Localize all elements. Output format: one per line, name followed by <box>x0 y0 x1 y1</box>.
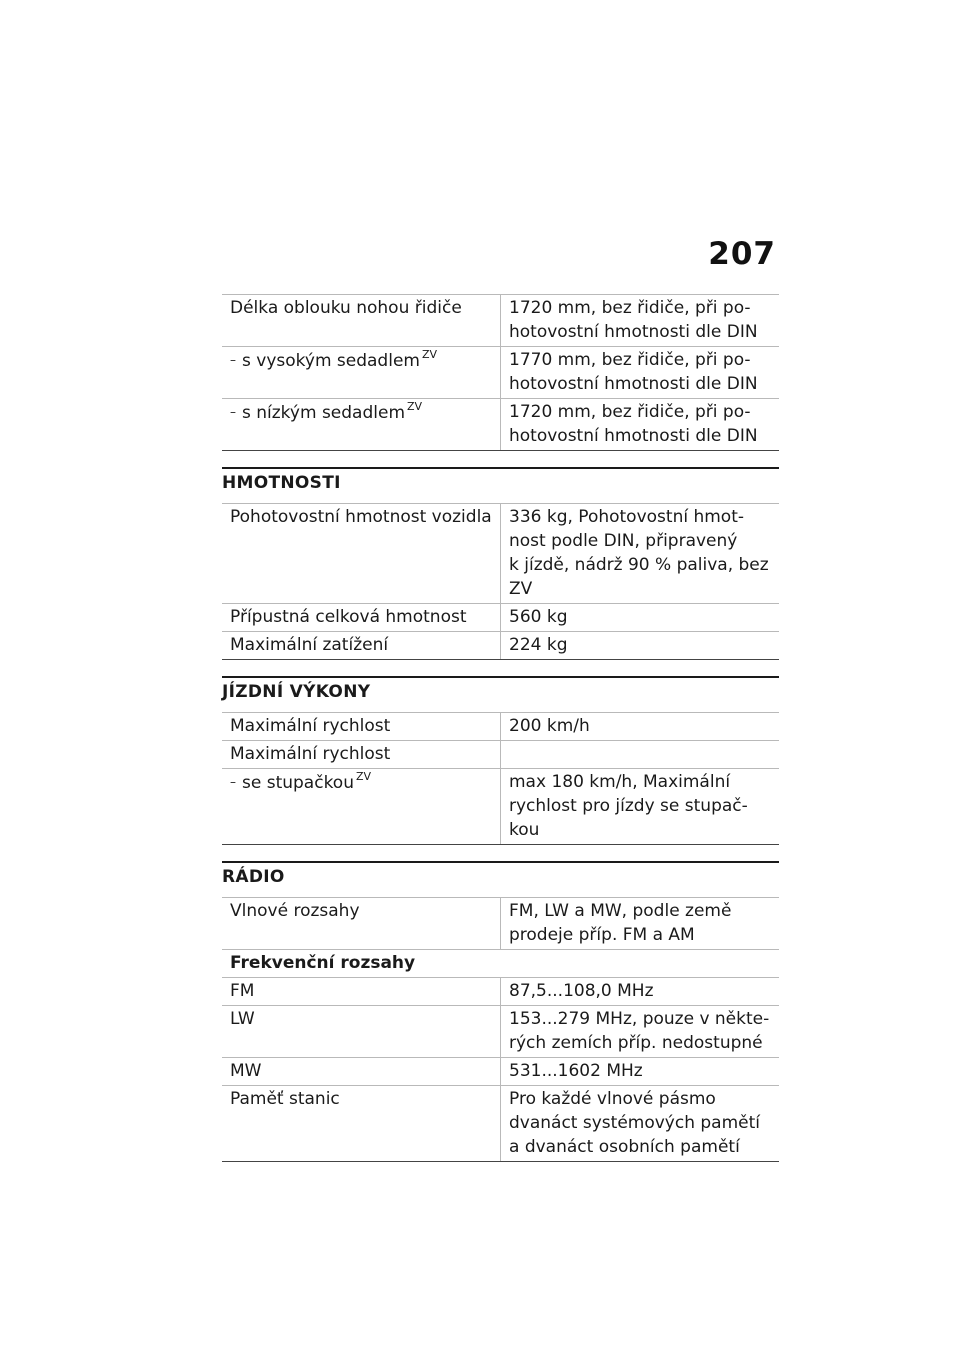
spec-value: max 180 km/h, Maximální rychlost pro jízdy se stupač- kou <box>501 769 780 845</box>
section-table <box>222 897 779 1162</box>
section-title: HMOTNOSTI <box>222 467 779 503</box>
spec-value: 1770 mm, bez řidiče, při po- hotovostní hmotnosti dle DIN <box>501 347 780 399</box>
special-equipment-mark: ZV <box>407 400 423 413</box>
spec-label-text: FM <box>230 981 255 1001</box>
table-row <box>222 741 779 769</box>
sections-container <box>222 467 779 1162</box>
spec-label <box>222 632 501 660</box>
spec-value: 1720 mm, bez řidiče, při po- hotovostní hmotnosti dle DIN <box>501 399 780 451</box>
spec-value <box>501 741 780 769</box>
table-row <box>222 1086 779 1162</box>
spec-value: Pro každé vlnové pásmo dvanáct systémových pamětí a dvanáct osobních pamětí <box>501 1086 780 1162</box>
spec-value: 1720 mm, bez řidiče, při po- hotovostní hmotnosti dle DIN <box>501 295 780 347</box>
spec-value: FM, LW a MW, podle země prodeje příp. FM a AM <box>501 898 780 950</box>
spec-label-text: Paměť stanic <box>230 1089 340 1109</box>
spec-label <box>222 399 501 451</box>
special-equipment-mark: ZV <box>421 348 438 361</box>
spec-value: 153...279 MHz, pouze v někte- rých zemích příp. nedostupné <box>501 1006 780 1058</box>
table-row <box>222 504 779 604</box>
spec-label <box>222 898 501 950</box>
table-row <box>222 898 779 950</box>
spec-label <box>222 978 501 1006</box>
spec-label-text: Vlnové rozsahy <box>230 901 360 921</box>
spec-label-text: Délka oblouku nohou řidiče <box>230 298 462 318</box>
spec-label <box>222 1006 501 1058</box>
spec-label-text: Maximální rychlost <box>230 744 391 764</box>
spec-value: 87,5...108,0 MHz <box>501 978 780 1006</box>
spec-value: 560 kg <box>501 604 780 632</box>
spec-label-text: MW <box>230 1061 262 1081</box>
page-number: 207 <box>708 236 776 272</box>
dash-icon: – <box>230 405 236 419</box>
table-row <box>222 713 779 741</box>
subheading: Frekvenční rozsahy <box>222 950 779 978</box>
spec-label <box>222 713 501 741</box>
spec-label <box>222 769 501 845</box>
table-row <box>222 1058 779 1086</box>
spec-label-text: s vysokým sedadlem <box>242 351 420 371</box>
spec-label-text: LW <box>230 1009 255 1029</box>
table-row <box>222 632 779 660</box>
spec-label <box>222 504 501 604</box>
table-row <box>222 399 779 451</box>
dash-icon: – <box>230 353 236 367</box>
spec-label-text: Maximální rychlost <box>230 716 391 736</box>
spec-value: 200 km/h <box>501 713 780 741</box>
table-row <box>222 950 779 978</box>
spec-label-text: Maximální zatížení <box>230 635 389 655</box>
spec-label-text: Přípustná celková hmotnost <box>230 607 467 627</box>
spec-label <box>222 295 501 347</box>
table-row <box>222 347 779 399</box>
spec-label-text: Pohotovostní hmotnost vozidla <box>230 507 492 527</box>
spec-label-text: se stupačkou <box>242 773 354 793</box>
table-row <box>222 604 779 632</box>
table-row <box>222 769 779 845</box>
dimensions-table <box>222 294 779 451</box>
spec-value: 224 kg <box>501 632 780 660</box>
table-row <box>222 978 779 1006</box>
spec-content <box>222 294 779 1162</box>
special-equipment-mark: ZV <box>356 770 372 783</box>
section-title: RÁDIO <box>222 861 779 897</box>
spec-label <box>222 1058 501 1086</box>
spec-label <box>222 1086 501 1162</box>
spec-label <box>222 741 501 769</box>
spec-label <box>222 604 501 632</box>
section-table <box>222 712 779 845</box>
section-table <box>222 503 779 660</box>
spec-value: 531...1602 MHz <box>501 1058 780 1086</box>
spec-value: 336 kg, Pohotovostní hmot- nost podle DIN, připravený k jízdě, nádrž 90 % paliva, bez ZV <box>501 504 780 604</box>
table-row <box>222 1006 779 1058</box>
table-row <box>222 295 779 347</box>
dash-icon: – <box>230 775 236 789</box>
spec-label <box>222 347 501 399</box>
section-title: JÍZDNÍ VÝKONY <box>222 676 779 712</box>
spec-label-text: s nízkým sedadlem <box>242 403 406 423</box>
